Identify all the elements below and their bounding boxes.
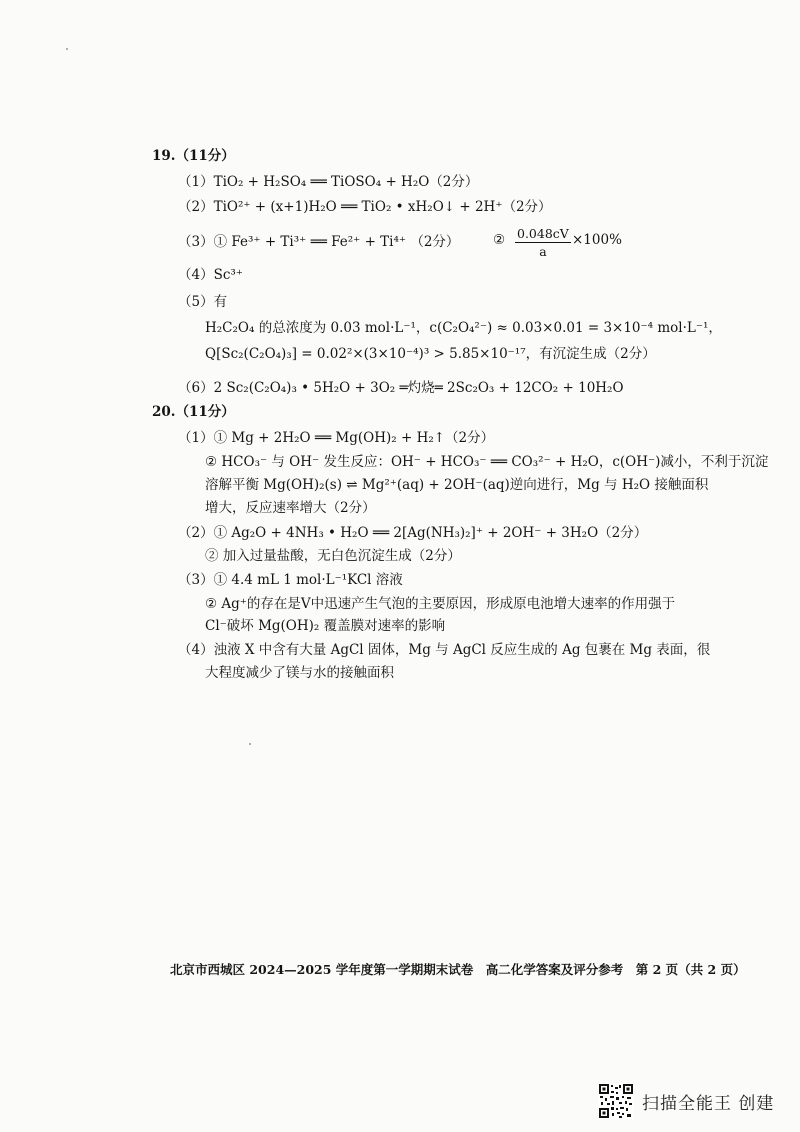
q20-part-4-line-1: （4）浊液 X 中含有大量 AgCl 固体，Mg 与 AgCl 反应生成的 Ag 包裹在 Mg 表面，很 <box>178 642 711 658</box>
q20-part-1b-line-3: 增大，反应速率增大（2分） <box>205 500 376 516</box>
q19-part-2: （2）TiO²⁺ + (x+1)H₂O ══ TiO₂ • xH₂O↓ + 2H⁺（2分） <box>178 199 552 215</box>
q20-part-3b-line-1: ② Ag⁺的存在是Ⅴ中迅速产生气泡的主要原因，形成原电池增大速率的作用强于 <box>205 596 676 612</box>
question-20-header: 20.（11分） <box>152 404 235 420</box>
q20-part-3b-line-2: Cl⁻破坏 Mg(OH)₂ 覆盖膜对速率的影响 <box>205 618 446 634</box>
q19-part-3b-fraction <box>515 226 571 259</box>
q19-part-4: （4）Sc³⁺ <box>178 267 243 283</box>
q19-part-3b-percent: ×100% <box>572 232 622 248</box>
question-19-header: 19.（11分） <box>152 148 235 164</box>
scan-speck <box>249 743 251 745</box>
fraction-numerator: 0.048cV <box>517 226 569 241</box>
scan-speck <box>66 48 68 50</box>
q19-part-3b-marker: ② <box>493 232 506 248</box>
q20-part-1b-line-1: ② HCO₃⁻ 与 OH⁻ 发生反应：OH⁻ + HCO₃⁻ ══ CO₃²⁻ + H₂O，c(OH⁻)减小，不利于沉淀 <box>205 454 769 470</box>
scanner-watermark <box>598 1083 774 1119</box>
q19-part-5-line-2: Q[Sc₂(C₂O₄)₃] = 0.02²×(3×10⁻⁴)³ > 5.85×10⁻¹⁷，有沉淀生成（2分） <box>205 346 656 362</box>
q20-part-1a: （1）① Mg + 2H₂O ══ Mg(OH)₂ + H₂↑（2分） <box>178 430 495 446</box>
q19-part-5-line-1: H₂C₂O₄ 的总浓度为 0.03 mol·L⁻¹，c(C₂O₄²⁻) ≈ 0.03×0.01 = 3×10⁻⁴ mol·L⁻¹， <box>205 320 722 336</box>
q20-part-3a: （3）① 4.4 mL 1 mol·L⁻¹KCl 溶液 <box>178 572 403 588</box>
q20-part-2a: （2）① Ag₂O + 4NH₃ • H₂O ══ 2[Ag(NH₃)₂]⁺ + 2OH⁻ + 3H₂O（2分） <box>178 525 648 541</box>
page-footer: 北京市西城区 2024—2025 学年度第一学期期末试卷 高二化学答案及评分参考 第 2 页（共 2 页） <box>170 962 746 977</box>
watermark-text: 扫描全能王 创建 <box>642 1093 775 1114</box>
q19-part-5: （5）有 <box>178 294 228 310</box>
qr-code-icon <box>598 1083 634 1119</box>
q20-part-1b-line-2: 溶解平衡 Mg(OH)₂(s) ⇌ Mg²⁺(aq) + 2OH⁻(aq)逆向进行，Mg 与 H₂O 接触面积 <box>205 477 709 493</box>
q20-part-4-line-2: 大程度减少了镁与水的接触面积 <box>205 665 394 681</box>
q20-part-2b: ② 加入过量盐酸，无白色沉淀生成（2分） <box>205 548 461 564</box>
q19-part-6: （6）2 Sc₂(C₂O₄)₃ • 5H₂O + 3O₂ ═灼烧═ 2Sc₂O₃ + 12CO₂ + 10H₂O <box>178 380 624 396</box>
fraction-denominator: a <box>539 244 547 259</box>
q19-part-1: （1）TiO₂ + H₂SO₄ ══ TiOSO₄ + H₂O（2分） <box>178 174 479 190</box>
q19-part-3a: （3）① Fe³⁺ + Ti³⁺ ══ Fe²⁺ + Ti⁴⁺ （2分） <box>178 234 460 250</box>
